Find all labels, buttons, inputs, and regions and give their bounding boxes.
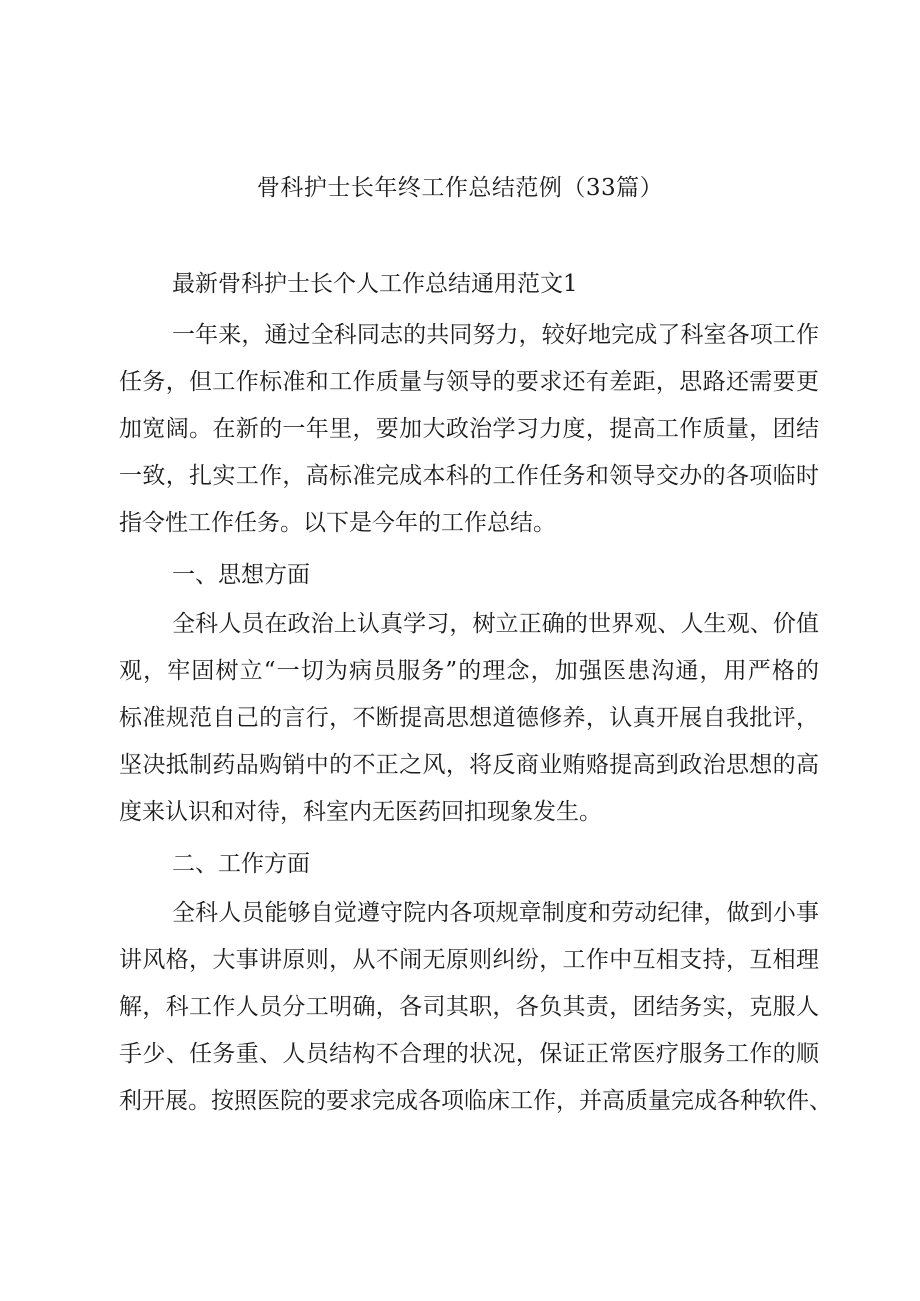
paragraph-line: 加宽阔。在新的一年里，要加大政治学习力度，提高工作质量，团结	[119, 416, 819, 442]
paragraph-line: 度来认识和对待，科室内无医药回扣现象发生。	[119, 799, 602, 825]
paragraph-line: 一年来，通过全科同志的共同努力，较好地完成了科室各项工作	[172, 322, 819, 348]
section-heading: 二、工作方面	[172, 851, 310, 877]
paragraph-line: 手少、任务重、人员结构不合理的状况，保证正常医疗服务工作的顺	[119, 1041, 819, 1067]
section-heading: 一、思想方面	[172, 562, 310, 588]
paragraph-line: 标准规范自己的言行，不断提高思想道德修养，认真开展自我批评，	[119, 705, 819, 731]
paragraph-line: 利开展。按照医院的要求完成各项临床工作，并高质量完成各种软件、	[119, 1088, 832, 1114]
paragraph-line: 指令性工作任务。以下是今年的工作总结。	[119, 510, 556, 536]
paragraph-line: 全科人员能够自觉遵守院内各项规章制度和劳动纪律，做到小事	[172, 900, 819, 926]
document-title: 骨科护士长年终工作总结范例（33篇）	[256, 175, 664, 201]
paragraph-line: 全科人员在政治上认真学习，树立正确的世界观、人生观、价值	[172, 611, 819, 637]
paragraph-line: 坚决抵制药品购销中的不正之风，将反商业贿赂提高到政治思想的高	[119, 752, 819, 778]
paragraph-line: 观，牢固树立“一切为病员服务”的理念，加强医患沟通，用严格的	[119, 658, 819, 684]
paragraph-line: 任务，但工作标准和工作质量与领导的要求还有差距，思路还需要更	[119, 369, 819, 395]
section-title: 最新骨科护士长个人工作总结通用范文1	[172, 271, 578, 297]
paragraph-line: 解，科工作人员分工明确，各司其职，各负其责，团结务实，克服人	[119, 994, 819, 1020]
paragraph-line: 一致，扎实工作，高标准完成本科的工作任务和领导交办的各项临时	[119, 463, 819, 489]
paragraph-line: 讲风格，大事讲原则，从不闹无原则纠纷，工作中互相支持，互相理	[119, 947, 819, 973]
